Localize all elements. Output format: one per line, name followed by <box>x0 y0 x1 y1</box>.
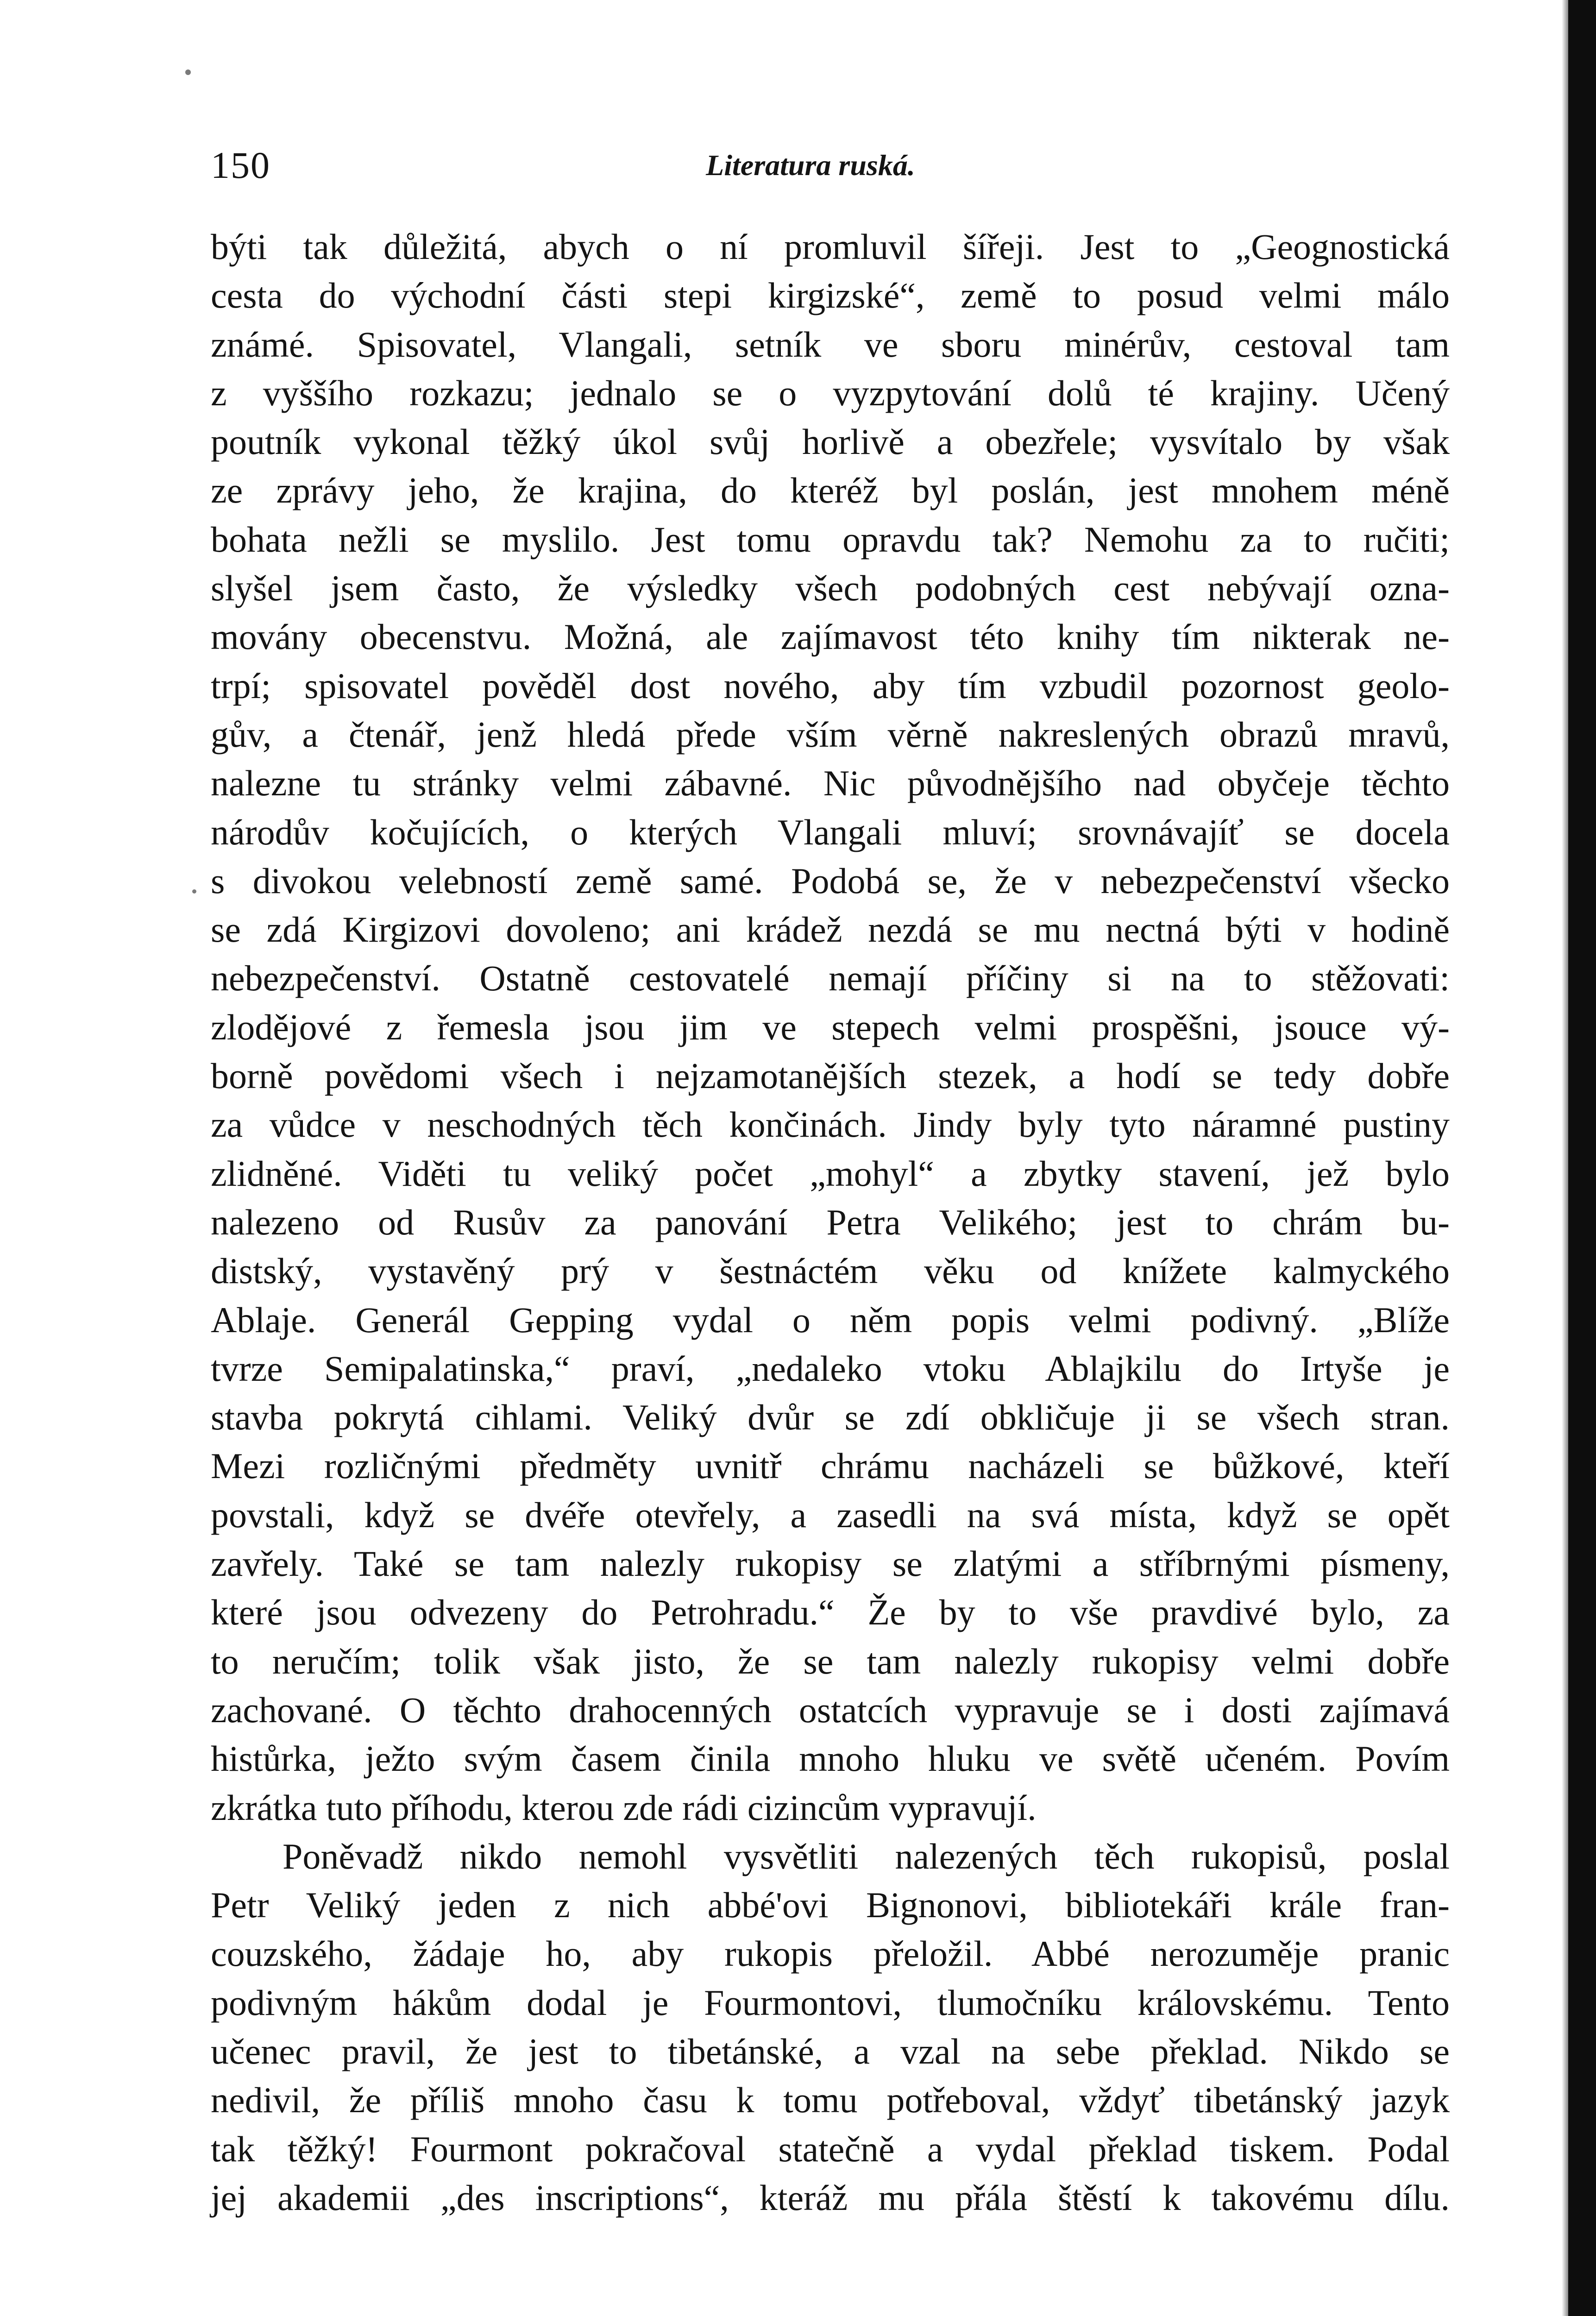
text-line: za vůdce v neschodných těch končinách. Jindy byly tyto náramné pustiny <box>211 1104 1450 1145</box>
text-line: to neručím; tolik však jisto, že se tam nalezly rukopisy velmi dobře <box>211 1641 1450 1681</box>
text-line: Poněvadž nikdo nemohl vysvětliti nalezených těch rukopisů, poslal <box>283 1836 1450 1876</box>
text-line: borně povědomi všech i nejzamotanějších stezek, a hodí se tedy dobře <box>211 1056 1450 1096</box>
text-line: národův kočujících, o kterých Vlangali mluví; srovnávajíť se docela <box>211 812 1450 852</box>
running-header <box>211 134 1410 208</box>
page-number: 150 <box>211 144 270 186</box>
text-line: Mezi rozličnými předměty uvnitř chrámu nacházeli se bůžkové, kteří <box>211 1446 1450 1486</box>
text-line: zavřely. Také se tam nalezly rukopisy se zlatými a stříbrnými písmeny, <box>211 1543 1450 1584</box>
text-line: z vyššího rozkazu; jednalo se o vyzpytování dolů té krajiny. Učený <box>211 372 1450 413</box>
text-line: zlidněné. Viděti tu veliký počet „mohyl“ a zbytky stavení, jež bylo <box>211 1153 1450 1194</box>
text-line: gův, a čtenář, jenž hledá přede vším věrně nakreslených obrazů mravů, <box>211 714 1450 755</box>
text-line: učenec pravil, že jest to tibetánské, a vzal na sebe překlad. Nikdo se <box>211 2031 1450 2071</box>
text-line: bohata nežli se myslilo. Jest tomu opravdu tak? Nemohu za to ručiti; <box>211 519 1450 560</box>
text-line: tak těžký! Fourmont pokračoval statečně a vydal překlad tiskem. Podal <box>211 2128 1450 2169</box>
text-line: býti tak důležitá, abych o ní promluvil šířeji. Jest to „Geognostická <box>211 227 1450 267</box>
text-line: podivným hákům dodal je Fourmontovi, tlumočníku královskému. Tento <box>211 1982 1450 2023</box>
running-title: Literatura ruská. <box>706 149 915 182</box>
scan-border <box>1568 0 1596 2316</box>
text-line: ze zprávy jeho, že krajina, do kteréž byl poslán, jest mnohem méně <box>211 470 1450 511</box>
page-edge-shadow <box>1562 0 1568 2316</box>
text-line: Petr Veliký jeden z nich abbé'ovi Bignonovi, bibliotekáři krále fran- <box>211 1885 1450 1926</box>
text-line: histůrka, ježto svým časem činila mnoho hluku ve světě učeném. Povím <box>211 1738 1450 1779</box>
text-line: stavba pokrytá cihlami. Veliký dvůr se zdí obkličuje ji se všech stran. <box>211 1397 1450 1438</box>
text-line: nalezne tu stránky velmi zábavné. Nic původnějšího nad obyčeje těchto <box>211 763 1450 804</box>
text-line: které jsou odvezeny do Petrohradu.“ Že by to vše pravdivé bylo, za <box>211 1592 1450 1633</box>
margin-speck <box>185 69 191 75</box>
text-line: nalezeno od Rusův za panování Petra Velikého; jest to chrám bu- <box>211 1202 1450 1242</box>
text-line: se zdá Kirgizovi dovoleno; ani krádež nezdá se mu nectná býti v hodině <box>211 909 1450 950</box>
text-line: s divokou velebností země samé. Podobá se, že v nebezpečenství všecko <box>211 860 1450 901</box>
text-line: známé. Spisovatel, Vlangali, setník ve sboru minérův, cestoval tam <box>211 324 1450 365</box>
text-line: tvrze Semipalatinska,“ praví, „nedaleko vtoku Ablajkilu do Irtyše je <box>211 1348 1450 1389</box>
text-line: Ablaje. Generál Gepping vydal o něm popis velmi podivný. „Blíže <box>211 1299 1450 1340</box>
text-line: slyšel jsem často, že výsledky všech podobných cest nebývají ozna- <box>211 568 1450 609</box>
text-line: povstali, když se dvéře otevřely, a zasedli na svá místa, když se opět <box>211 1494 1450 1535</box>
text-line: cesta do východní části stepi kirgizské“, země to posud velmi málo <box>211 275 1450 316</box>
text-line: trpí; spisovatel pověděl dost nového, aby tím vzbudil pozornost geolo- <box>211 665 1450 706</box>
text-line: jej akademii „des inscriptions“, kteráž mu přála štěstí k takovému dílu. <box>211 2177 1450 2218</box>
text-line: nebezpečenství. Ostatně cestovatelé nemají příčiny si na to stěžovati: <box>211 958 1450 999</box>
body-text <box>211 222 1450 2222</box>
text-line: poutník vykonal těžký úkol svůj horlivě a obezřele; vysvítalo by však <box>211 422 1450 462</box>
text-line: zkrátka tuto příhodu, kterou zde rádi cizincům vypravují. <box>211 1787 1037 1828</box>
text-line: distský, vystavěný prý v šestnáctém věku od knížete kalmyckého <box>211 1251 1450 1291</box>
text-line: nedivil, že příliš mnoho času k tomu potřeboval, vždyť tibetánský jazyk <box>211 2080 1450 2121</box>
text-line: zachované. O těchto drahocenných ostatcích vypravuje se i dosti zajímavá <box>211 1689 1450 1730</box>
text-line: zlodějové z řemesla jsou jim ve stepech velmi prospěšni, jsouce vý- <box>211 1007 1450 1047</box>
text-line: couzského, žádaje ho, aby rukopis přeložil. Abbé nerozuměje pranic <box>211 1933 1450 1974</box>
text-line: movány obecenstvu. Možná, ale zajímavost této knihy tím nikterak ne- <box>211 617 1450 657</box>
margin-speck <box>192 889 196 894</box>
